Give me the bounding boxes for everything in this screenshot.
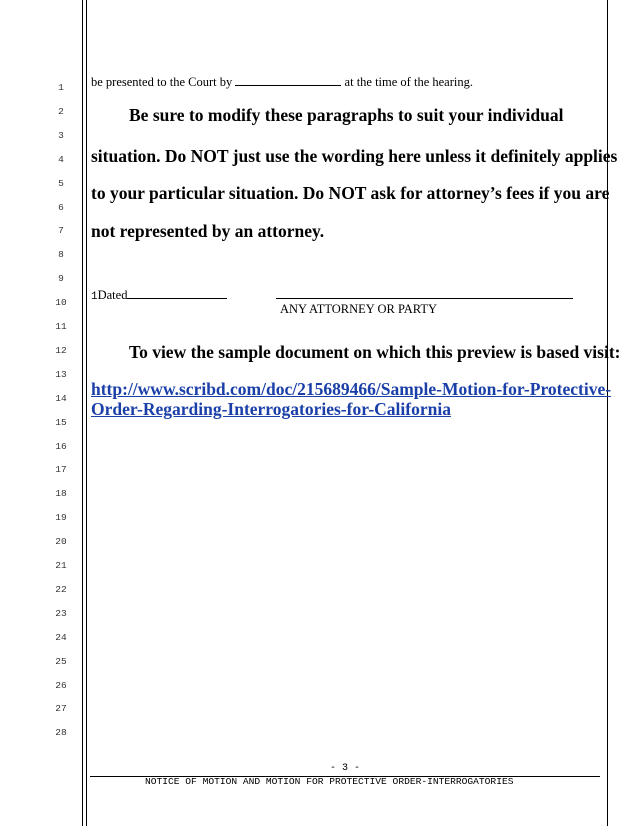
right-margin-rule: [607, 0, 608, 826]
line-number: 1: [58, 82, 64, 93]
scribd-link-line-1[interactable]: http://www.scribd.com/doc/215689466/Sample-Motion-for-Protective-: [91, 379, 612, 399]
line-number: 21: [55, 560, 67, 571]
line-number: 10: [55, 297, 67, 309]
line-number: 16: [55, 440, 67, 452]
signature-line: [276, 298, 573, 299]
preview-text: To view the sample document on which this preview is based visit:: [129, 342, 621, 362]
line-number: 28: [55, 727, 67, 739]
line-number: 22: [55, 583, 67, 595]
dated-blank: [127, 287, 227, 299]
line-number: 9: [58, 273, 64, 285]
line-number: 27: [55, 703, 67, 715]
line-number: 4: [58, 153, 64, 165]
line-number: 3: [58, 129, 64, 141]
line-number: 24: [55, 631, 67, 643]
left-margin-rule-outer: [82, 0, 83, 826]
note-line-4: not represented by an attorney.: [91, 221, 325, 241]
note-line-1: Be sure to modify these paragraphs to suit your individual: [129, 105, 564, 125]
page-number: - 3 -: [330, 763, 361, 774]
left-margin-rule-inner: [86, 0, 87, 826]
note-line-3: to your particular situation. Do NOT ask for attorney’s fees if you are: [91, 183, 610, 203]
line-number: 20: [55, 536, 67, 548]
line-number: 2: [58, 105, 64, 117]
line-number: 14: [55, 392, 67, 404]
line-number: 25: [55, 655, 67, 667]
scribd-link-line-2[interactable]: Order-Regarding-Interrogatories-for-California: [91, 399, 451, 419]
line-number: 17: [55, 464, 67, 476]
line-number: 19: [55, 512, 67, 524]
line-number: 13: [55, 368, 67, 380]
line-number: 7: [58, 225, 64, 237]
line-1-after: at the time of the hearing.: [344, 75, 473, 89]
signature-label: ANY ATTORNEY OR PARTY: [280, 302, 438, 316]
line-number: 11: [55, 321, 67, 332]
note-line-2: situation. Do NOT just use the wording here unless it definitely applies: [91, 146, 618, 166]
line-1-text: [91, 74, 473, 90]
line-number: 5: [58, 177, 64, 189]
line-number: 26: [55, 679, 67, 691]
dated-prefix: 1: [91, 291, 98, 303]
line-number: 23: [55, 607, 67, 619]
line-1-before: be presented to the Court by: [91, 75, 233, 89]
line-number: 6: [58, 201, 64, 213]
line-number: 8: [58, 249, 64, 261]
footer-title: NOTICE OF MOTION AND MOTION FOR PROTECTIVE ORDER-INTERROGATORIES: [145, 776, 514, 787]
line-number: 12: [55, 344, 67, 356]
dated-label: Dated: [97, 288, 128, 302]
blank-line: [235, 74, 341, 86]
line-number: 15: [55, 416, 67, 428]
line-number: 18: [55, 488, 67, 500]
dated-line: [91, 287, 227, 303]
